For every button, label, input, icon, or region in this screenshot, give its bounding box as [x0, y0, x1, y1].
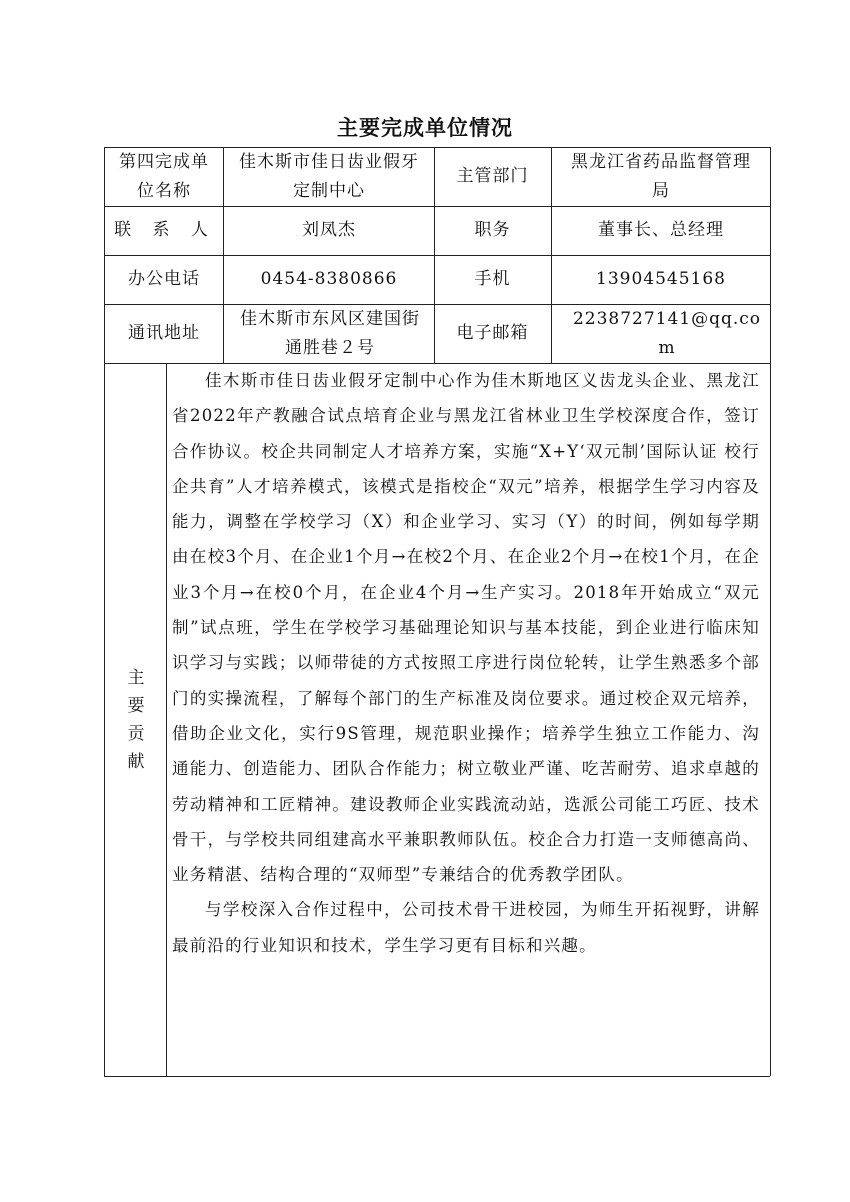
label-char: 献 — [127, 751, 145, 772]
contribution-text — [172, 363, 760, 963]
email-label: 电子邮箱 — [456, 323, 529, 343]
table-rule — [104, 147, 105, 1076]
table-rule — [434, 147, 435, 363]
department-label: 主管部门 — [456, 166, 529, 186]
position-value: 董事长、总经理 — [598, 220, 724, 240]
table-rule — [770, 147, 771, 1076]
main-contribution-label — [106, 363, 166, 1076]
email-value: 2238727141@qq.com — [572, 308, 762, 358]
label-char: 主 — [127, 667, 145, 688]
table-rule — [104, 1076, 770, 1077]
label-char: 要 — [127, 695, 145, 716]
mobile-value: 13904545168 — [596, 269, 726, 289]
page-title: 主要完成单位情况 — [337, 116, 513, 140]
department-value: 黑龙江省药品监督管理局 — [571, 151, 751, 201]
office-phone-label: 办公电话 — [128, 269, 200, 289]
table-rule — [551, 147, 552, 363]
contact-value: 刘凤杰 — [302, 220, 356, 240]
position-label: 职务 — [474, 220, 511, 240]
label-char: 贡 — [127, 723, 145, 744]
unit-name-value: 佳木斯市佳日齿业假牙定制中心 — [239, 151, 419, 201]
paragraph: 与学校深入合作过程中，公司技术骨干进校园，为师生开拓视野，讲解最前沿的行业知识和技术，学生学习更有目标和兴趣。 — [172, 900, 760, 955]
address-value: 佳木斯市东风区建国街通胜巷２号 — [240, 308, 420, 358]
address-label: 通讯地址 — [128, 323, 200, 343]
table-rule — [223, 147, 224, 363]
table-rule — [166, 363, 167, 1076]
mobile-label: 手机 — [474, 269, 511, 289]
unit-info-table — [104, 147, 770, 1076]
unit-name-label: 第四完成单位名称 — [119, 151, 209, 201]
office-phone-value: 0454-8380866 — [260, 269, 398, 289]
contact-label: 联 系 人 — [114, 220, 216, 240]
paragraph: 佳木斯市佳日齿业假牙定制中心作为佳木斯地区义齿龙头企业、黑龙江省2022年产教融合试点培育企业与黑龙江省林业卫生学校深度合作，签订合作协议。校企共同制定人才培养方案，实施“X+Y‘双元制’国际认证 校行企共育”人才培养模式，该模式是指校企“双元”培养，根据学生学习内容及能力，调整在学校学习（X）和企业学习、实习（Y）的时间，例如每学期由在校3个月、在企业1个月→在校2个月、在企业2个月→在校1个月，在企业3个月→在校0个月，在企业4个月→生产实习。2018年开始成立“双元制”试点班，学生在学校学习基础理论知识与基本技能，到企业进行临床知识学习与实践；以师带徒的方式按照工序进行岗位轮转，让学生熟悉多个部门的实操流程，了解每个部门的生产标准及岗位要求。通过校企双元培养，借助企业文化，实行9S管理，规范职业操作；培养学生独立工作能力、沟通能力、创造能力、团队合作能力；树立敬业严谨、吃苦耐劳、追求卓越的劳动精神和工匠精神。建设教师企业实践流动站，选派公司能工巧匠、技术骨干，与学校共同组建高水平兼职教师队伍。校企合力打造一支师德高尚、业务精湛、结构合理的“双师型”专兼结合的优秀教学团队。 — [172, 371, 760, 885]
